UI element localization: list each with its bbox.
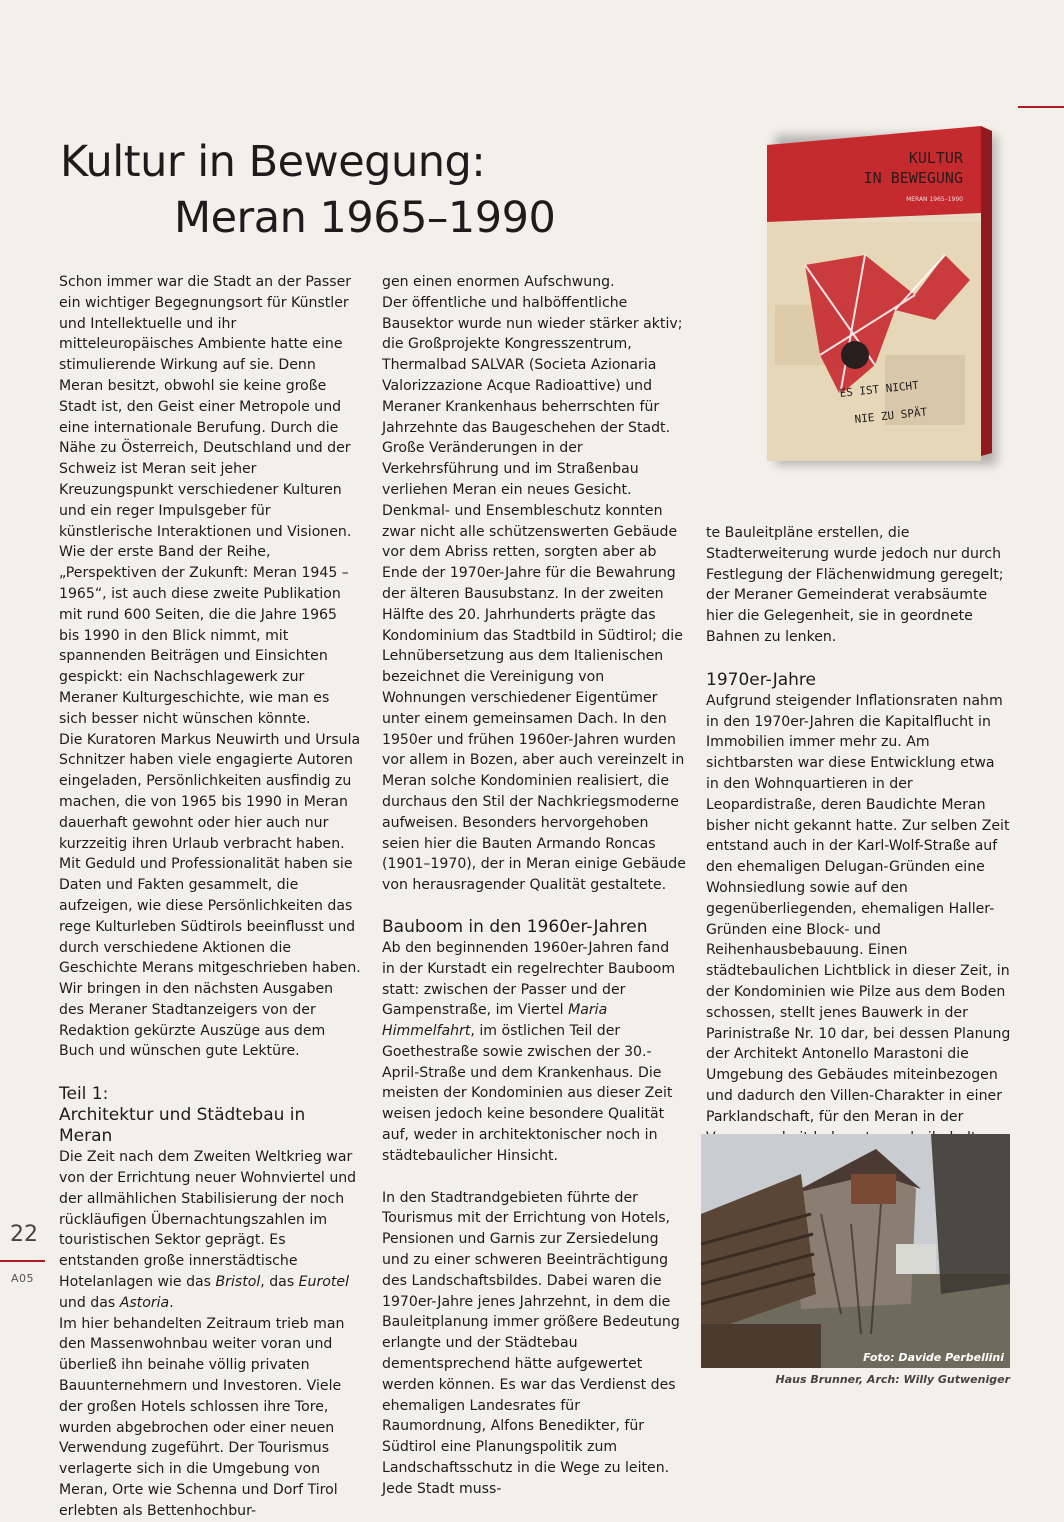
article-title-line-2: Meran 1965–1990 [174,193,556,243]
part-heading-2: Architektur und Städtebau in Meran [59,1105,306,1147]
part-heading-1: Teil 1: [59,1084,109,1105]
article-title [60,134,555,246]
public-sector-paragraph: Der öffentliche und halböffentliche Bausektor wurde nun wieder stärker aktiv; die Großprojekte Kongresszentrum, Thermalbad SALVAR (Societa Azionaria Valorizzazione Acque Radioattive) und Meraner Krankenhaus beherrschten für Jahrzehnte das Baugeschehen der Stadt. Große Veränderungen in der Verkehrsführung und im Straßenbau verliehen Meran ein neues Gesicht. Denkmal- und Ensembleschutz konnten zwar nicht alle schützenswerten Gebäude vor dem Abriss retten, sorgten aber ab Ende der 1970er-Jahre für die Bewahrung der älteren Bausubstanz. In der zweiten Hälfte des 20. Jahrhunderts prägte das Kondominium das Stadtbild in Südtirol; die Lehnübersetzung aus dem Italienischen bezeichnet die Vereinigung von Wohnungen verschiedener Eigentümer unter einem gemeinsamen Dach. In den 1950er und frühen 1960er-Jahren wurden vor allem in Bozen, aber auch vereinzelt in Meran solche Kondominien realisiert, die durchaus den Stil der Nachkriegsmoderne aufweisen. Besonders hervorgehoben seien hier die Bauten Armando Roncas (1901–1970), der in Meran einige Gebäude von herausragender Qualität gestaltete. [382,294,686,894]
spacer [59,1062,361,1084]
section-heading-bauboom: Bauboom in den 1960er-Jahren [382,916,648,937]
hotel-name-bristol: Bristol [215,1274,261,1291]
page-accent-bar [0,1260,45,1262]
photo-credit: Foto: Davide Perbellini [863,1351,1004,1364]
column-1 [59,272,361,1522]
book-cover-graffiti-1: ES IST NICHT [838,378,920,400]
page-number: 22 [10,1222,38,1247]
curators-paragraph: Die Kuratoren Markus Neuwirth und Ursula Schnitzer haben viele engagierte Autoren eingeladen, Persönlichkeiten ausfindig zu machen, die von 1965 bis 1990 in Meran dauerhaft gewohnt oder hier auch nur kurzzeitig ihren Urlaub verbracht haben. Mit Geduld und Professionalität haben sie Daten und Fakten gesammelt, die aufzeigen, wie diese Persönlichkeiten das rege Kulturleben Südtirols beeinflusst und durch verschiedene Aktionen die Geschichte Merans mitgeschrieben haben. [59,731,361,977]
district-name: Maria Himmelfahrt [382,1002,608,1040]
house-photo [701,1134,1010,1368]
house-photo-image [701,1134,1010,1368]
continued-text: gen einen enormen Aufschwung. [382,274,615,290]
bauboom-paragraph: Ab den beginnenden 1960er-Jahren fand in der Kurstadt ein regelrechter Bauboom statt: zwischen der Passer und der Gampenstraße, im Viertel Maria Himmelfahrt, im östlichen Teil der Goethestraße sowie zwischen der 30.-April-Straße und dem Krankenhaus. Die meisten der Kondominien aus dieser Zeit weisen jedoch keine besondere Qualität auf, weder in architektonischer noch in städtebaulicher Hinsicht. [382,939,676,1164]
tourism-paragraph: In den Stadtrandgebieten führte der Tourismus mit der Errichtung von Hotels, Pensionen und Garnis zur Zersiedelung und zu einer schweren Beeinträchtigung des Landschaftsbildes. Dabei waren die 1970er-Jahre jenes Jahrzehnt, in dem die Bauleitplanung immer größere Bedeutung erlangte und der Städtebau dementsprechend hätte aufgewertet werden können. Es war das Verdienst des ehemaligen Landesrates für Raumordnung, Alfons Benedikter, für Südtirol eine Planungspolitik zum Landschaftsschutz in die Wege zu leiten. Jede Stadt muss- [382,1189,680,1497]
outlook-paragraph: Wir bringen in den nächsten Ausgaben des Meraner Stadtanzeigers von der Redaktion gekürzte Auszüge aus dem Buch und wünschen gute Lektüre. [59,981,334,1060]
article-title-line-1: Kultur in Bewegung: [60,137,486,187]
column-2 [382,272,686,1500]
spacer [382,1167,686,1188]
book-cover-title-2: IN BEWEGUNG [863,169,963,187]
hotel-name-eurotel: Eurotel [298,1274,350,1291]
book-cover-subtitle: MERAN 1965–1990 [906,196,963,203]
hotel-name-astoria: Astoria [119,1294,170,1311]
book-cover-graffiti-2: NIE ZU SPÄT [853,405,928,426]
intro-paragraph: Schon immer war die Stadt an der Passer ein wichtiger Begegnungsort für Künstler und Intellektuelle und ihr mitteleuropäisches Ambiente hatte eine stimulierende Wirkung auf sie. Denn Meran besitzt, obwohl sie keine große Stadt ist, den Geist einer Metropole und eine internationale Berufung. Durch die Nähe zu Österreich, Deutschland und der Schweiz ist Meran seit jeher Kreuzungspunkt verschiedener Kulturen und ein reger Impulsgeber für künstlerische Interaktionen und Visionen. Wie der erste Band der Reihe, „Perspektiven der Zukunft: Meran 1945 – 1965“, ist auch diese zweite Publikation mit rund 600 Seiten, die die Jahre 1965 bis 1990 in den Blick nimmt, mit spannenden Beiträgen und Einsichten gespickt: ein Nachschlagewerk zur Meraner Kulturgeschichte, wie man es sich besser nicht wünschen könnte. [59,274,352,727]
book-cover-image [745,105,1035,490]
mass-housing-paragraph: Im hier behandelten Zeitraum trieb man den Massenwohnbau weiter voran und überließ ihn beinahe völlig privaten Bauunternehmern und Investoren. Viele der großen Hotels schlossen ihre Tore, wurden abgebrochen oder einer neuen Verwendung zugeführt. Der Tourismus verlagerte sich in die Umgebung von Meran, Orte wie Schenna und Dorf Tirol erlebten als Bettenhochbur- [59,1315,345,1519]
spacer [706,648,1011,670]
section-code: A05 [11,1272,35,1285]
column-3 [706,523,1011,1232]
spacer [382,896,686,917]
section-heading-1970: 1970er-Jahre [706,669,816,690]
postwar-paragraph: Die Zeit nach dem Zweiten Weltkrieg war von der Errichtung neuer Wohnviertel und der allmählichen Stabilisierung der noch rückläufigen Übernachtungszahlen im touristischen Sektor geprägt. Es entstanden große innerstädtische Hotelanlagen wie das Bristol, das Eurotel und das Astoria. [59,1149,357,1311]
seventies-paragraph: Aufgrund steigender Inflationsraten nahm in den 1970er-Jahren die Kapitalflucht in Immobilien immer mehr zu. Am sichtbarsten war diese Entwicklung etwa in den Wohnquartieren in der Leopardistraße, deren Baudichte Meran bisher nicht gekannt hatte. Zur selben Zeit entstand auch in der Karl-Wolf-Straße auf den ehemaligen Delugan-Gründen eine Wohnsiedlung sowie auf den gegenüberliegenden, ehemaligen Haller-Gründen eine Block- und Reihenhausbebauung. Einen städtebaulichen Lichtblick in dieser Zeit, in der Kondominien wie Pilze aus dem Boden schossen, stellt jenes Bauwerk in der Parinistraße Nr. 10 dar, bei dessen Planung der Architekt Antonello Marastoni die Umgebung des Gebäudes miteinbezogen und dadurch den Villen-Charakter in einer Parklandschaft, für den Meran in der [706,692,1011,1125]
photo-caption: Haus Brunner, Arch: Willy Gutweniger [775,1373,1010,1386]
continued-text: te Bauleitpläne erstellen, die Stadterweiterung wurde jedoch nur durch Festlegung der Flächenwidmung geregelt; der Meraner Gemeinderat verabsäumte hier die Gelegenheit, sie in geordnete Bahnen zu lenken. [706,525,1004,645]
book-cover-title-1: KULTUR [908,149,963,167]
